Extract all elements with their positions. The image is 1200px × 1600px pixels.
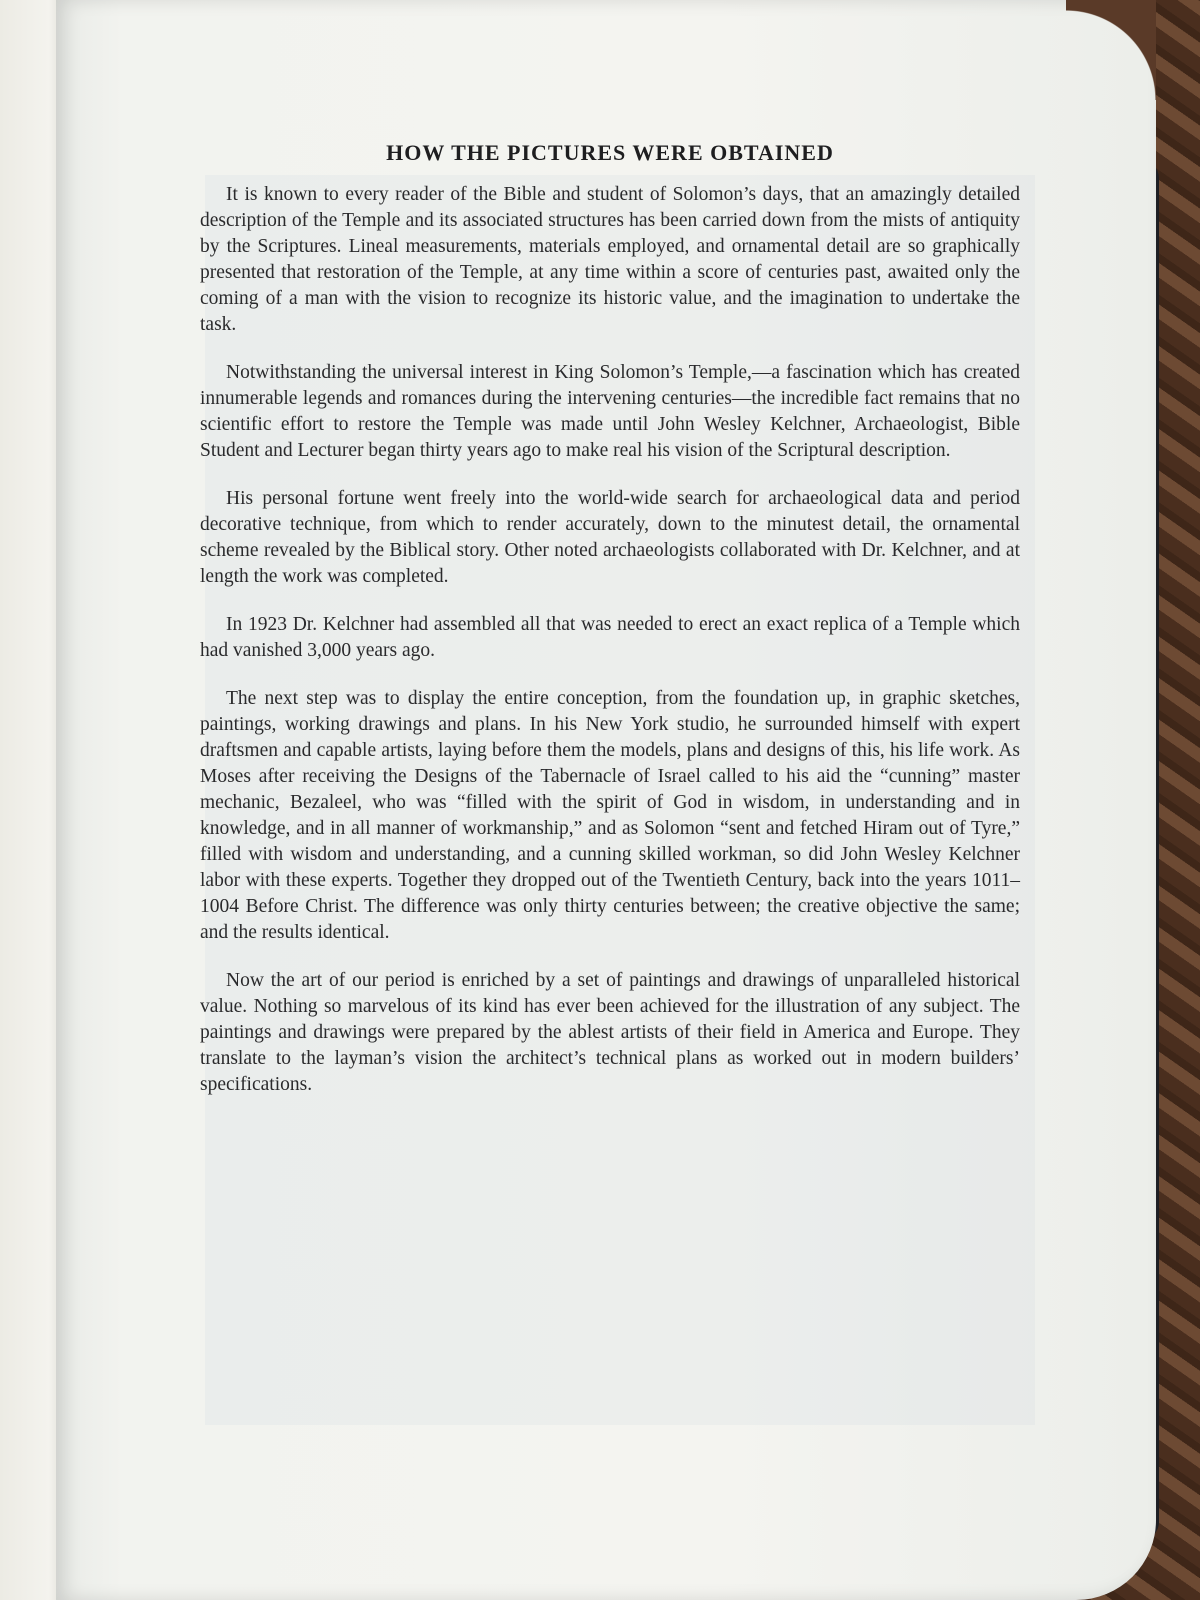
page-corner <box>1066 0 1156 100</box>
paragraph-6: Now the art of our period is enriched by a set of paintings and drawings of unparalleled historical value. Nothing so marvelous of its kind has ever been achieved for the illustration of any subject. The paintings and drawings were prepared by the ablest artists of their field in America and Europe. They translate to the layman’s vision the architect’s technical plans as worked out in modern builders’ specifications. <box>200 970 1020 1095</box>
paragraph-1: It is known to every reader of the Bible and student of Solomon’s days, that an amazingly detailed description of the Temple and its associated structures has been carried down from the mists of antiquity by the Scriptures. Lineal measurements, materials employed, and ornamental detail are so graphically presented that restoration of the Temple, at any time within a score of centuries past, awaited only the coming of a man with the vision to recognize its historic value, and the imagination to undertake the task. <box>200 184 1020 335</box>
paragraph-2: Notwithstanding the universal interest in King Solomon’s Temple,—a fascination which has created innumerable legends and romances during the intervening centuries—the incredible fact remains that no scientific effort to restore the Temple was made until John Wesley Kelchner, Archaeologist, Bible Student and Lecturer began thirty years ago to make real his vision of the Scriptural description. <box>200 362 1020 461</box>
paragraph-5: The next step was to display the entire conception, from the foundation up, in graphic sketches, paintings, working drawings and plans. In his New York studio, he surrounded himself with expert draftsmen and capable artists, laying before them the models, plans and designs of this, his life work. As Moses after receiving the Designs of the Tabernacle of Israel called to his aid the “cunning” master mechanic, Bezaleel, who was “filled with the spirit of God in wisdom, in understanding and in knowledge, and in all manner of workmanship,” and as Solomon “sent and fetched Hiram out of Tyre,” filled with wisdom and understanding, and a cunning skilled workman, so did John Wesley Kelchner labor with these experts. Together they dropped out of the Twentieth Century, back into the years 1011–1004 Before Christ. The difference was only thirty centuries between; the creative objective the same; and the results identical. <box>200 688 1020 943</box>
page-title: HOW THE PICTURES WERE OBTAINED <box>386 140 834 165</box>
paragraph-4: In 1923 Dr. Kelchner had assembled all that was needed to erect an exact replica of a Temple which had vanished 3,000 years ago. <box>200 614 1020 661</box>
page-content <box>200 140 1020 1120</box>
paragraph-3: His personal fortune went freely into the world-wide search for archaeological data and period decorative technique, from which to render accurately, down to the minutest detail, the ornamental scheme revealed by the Biblical story. Other noted archaeologists collaborated with Dr. Kelchner, and at length the work was completed. <box>200 488 1020 587</box>
